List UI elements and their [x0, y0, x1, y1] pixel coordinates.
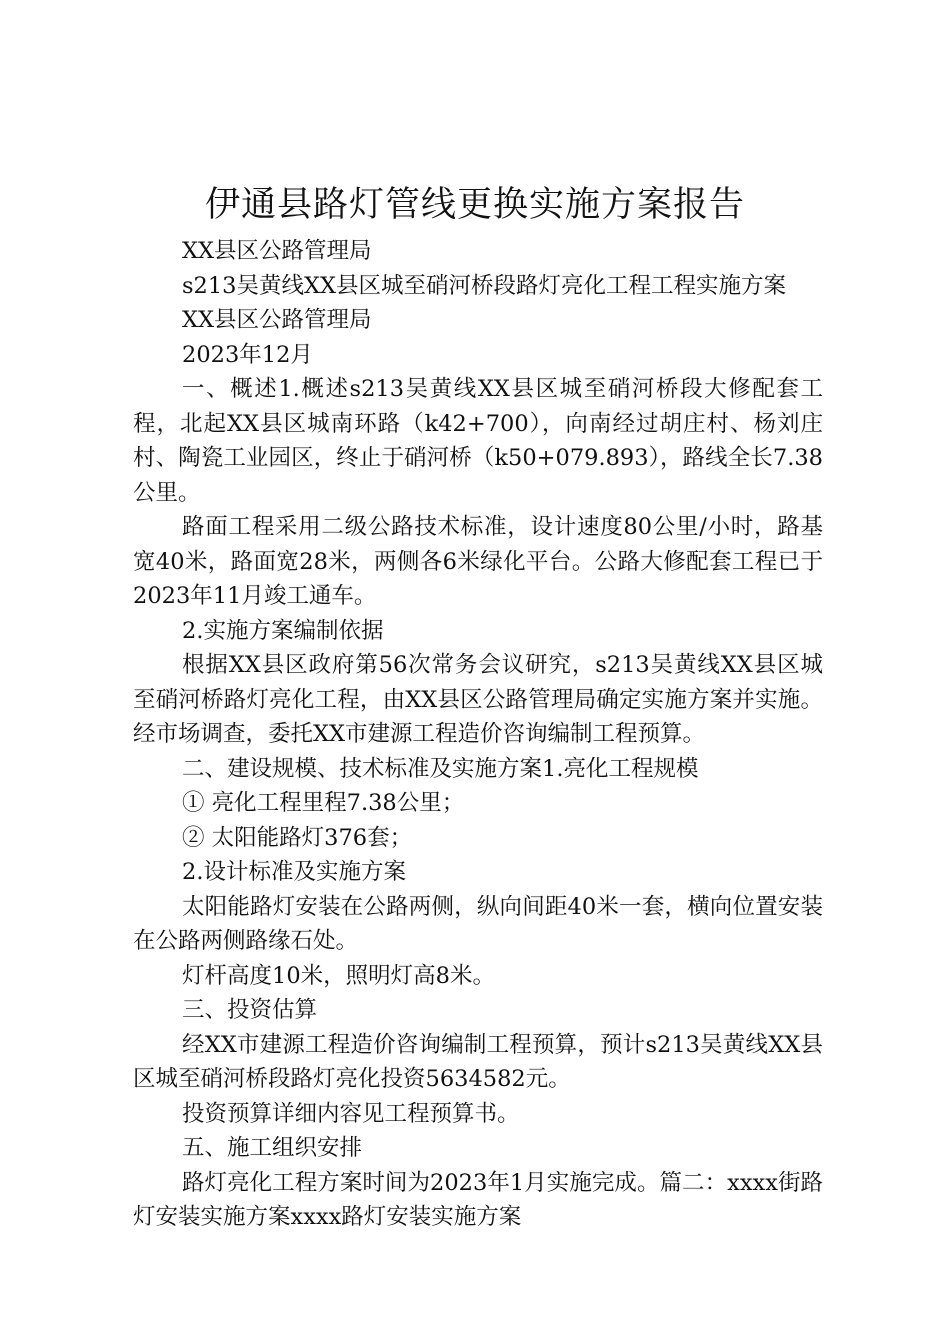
paragraph-road-standard: 路面工程采用二级公路技术标准，设计速度80公里/小时，路基宽40米，路面宽28米，两侧各6米绿化平台。公路大修配套工程已于2023年11月竣工通车。 [133, 514, 823, 609]
paragraph-budget-note: 投资预算详细内容见工程预算书。 [182, 1100, 520, 1127]
heading-investment: 三、投资估算 [182, 997, 318, 1023]
paragraph-issuer: XX县区公路管理局 [182, 238, 372, 264]
heading-basis: 2.实施方案编制依据 [182, 617, 384, 644]
paragraph-schedule: 路灯亮化工程方案时间为2023年1月实施完成。篇二：xxxx街路灯安装实施方案xxxx路灯安装实施方案 [133, 1169, 823, 1230]
paragraph-issuer-repeat: XX县区公路管理局 [182, 307, 372, 333]
document-title: 伊通县路灯管线更换实施方案报告 [204, 185, 745, 225]
heading-scale: 二、建设规模、技术标准及实施方案1.亮化工程规模 [182, 755, 699, 782]
paragraph-height: 灯杆高度10米，照明灯高8米。 [182, 962, 495, 989]
paragraph-installation: 太阳能路灯安装在公路两侧，纵向间距40米一套，横向位置安装在公路两侧路缘石处。 [133, 893, 823, 954]
list-item-mileage: ① 亮化工程里程7.38公里； [182, 790, 465, 816]
paragraph-project-title: s213吴黄线XX县区城至硝河桥段路灯亮化工程工程实施方案 [182, 272, 787, 299]
paragraph-date: 2023年12月 [182, 341, 313, 368]
heading-design: 2.设计标准及实施方案 [182, 859, 406, 885]
document-body [133, 234, 823, 1235]
paragraph-overview: 一、概述1.概述s213吴黄线XX县区城至硝河桥段大修配套工程，北起XX县区城南环路（k42+700），向南经过胡庄村、杨刘庄村、陶瓷工业园区，终止于硝河桥（k50+079.893），路线全长7.38公里。 [133, 376, 823, 506]
paragraph-investment: 经XX市建源工程造价咨询编制工程预算，预计s213吴黄线XX县区城至硝河桥段路灯亮化投资5634582元。 [133, 1031, 823, 1092]
heading-construction: 五、施工组织安排 [182, 1135, 363, 1161]
list-item-lamps: ② 太阳能路灯376套； [182, 824, 413, 851]
paragraph-basis: 根据XX县区政府第56次常务会议研究，s213吴黄线XX县区城至硝河桥路灯亮化工程，由XX县区公路管理局确定实施方案并实施。经市场调查，委托XX市建源工程造价咨询编制工程预算。 [133, 652, 823, 747]
